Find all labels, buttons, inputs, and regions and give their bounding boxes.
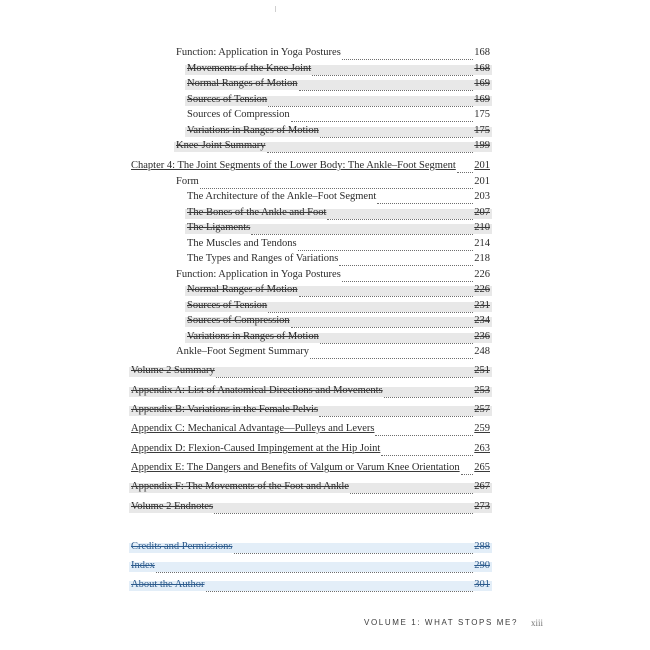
toc-entry-row <box>131 500 490 514</box>
toc-entry-page: 259 <box>474 423 490 434</box>
toc-entry-page: 226 <box>474 284 490 295</box>
toc-entry-title: The Ligaments <box>187 222 251 233</box>
toc-entry-title: Function: Application in Yoga Postures <box>176 269 341 280</box>
toc-entry[interactable] <box>0 442 650 456</box>
dot-leader <box>310 348 473 359</box>
toc-entry-title: The Types and Ranges of Variations <box>187 253 339 264</box>
toc-entry[interactable] <box>0 461 650 475</box>
toc-entry-row <box>131 159 490 173</box>
toc-entry-row <box>176 175 490 189</box>
toc-entry-title: The Muscles and Tendons <box>187 238 297 249</box>
toc-entry-page: 210 <box>474 222 490 233</box>
toc-entry <box>0 237 650 251</box>
toc-entry-title: Variations in Ranges of Motion <box>187 125 319 136</box>
toc-entry[interactable] <box>0 578 650 592</box>
toc-entry-page: 273 <box>474 501 490 512</box>
toc-entry-row <box>187 299 490 313</box>
toc-entry-row <box>187 77 490 91</box>
toc-entry-row <box>131 364 490 378</box>
toc-entry-page: 169 <box>474 78 490 89</box>
toc-entry[interactable] <box>0 299 650 313</box>
toc-entry[interactable] <box>0 139 650 153</box>
dot-leader <box>461 464 474 475</box>
dot-leader <box>268 302 473 313</box>
toc-entry[interactable] <box>0 124 650 138</box>
toc-entry-page: 207 <box>474 207 490 218</box>
toc-entry-title: Form <box>176 176 199 187</box>
toc-entry[interactable] <box>0 93 650 107</box>
dot-leader <box>200 178 473 189</box>
dot-leader <box>267 142 474 153</box>
toc-entry-page: 236 <box>474 331 490 342</box>
running-head: VOLUME 1: WHAT STOPS ME? <box>364 618 518 627</box>
toc-entry-title: Variations in Ranges of Motion <box>187 331 319 342</box>
toc-entry-page: 175 <box>474 125 490 136</box>
toc-entry-title: Sources of Compression <box>187 315 290 326</box>
toc-entry-title: Credits and Permissions <box>131 541 233 552</box>
toc-entry-page: 301 <box>474 579 490 590</box>
toc-entry-page: 231 <box>474 300 490 311</box>
dot-leader <box>350 483 473 494</box>
toc-entry-row <box>187 124 490 138</box>
toc-entry-row <box>131 403 490 417</box>
toc-entry[interactable] <box>0 330 650 344</box>
toc-entry[interactable] <box>0 314 650 328</box>
toc-entry-row <box>176 139 490 153</box>
toc-entry-page: 265 <box>474 462 490 473</box>
toc-entry-title: The Architecture of the Ankle–Foot Segment <box>187 191 377 202</box>
toc-entry-row <box>176 268 490 282</box>
page-footer <box>0 616 650 630</box>
toc-entry[interactable] <box>0 206 650 220</box>
toc-entry <box>0 175 650 189</box>
toc-entry-title: Normal Ranges of Motion <box>187 78 298 89</box>
toc-entry-row <box>187 62 490 76</box>
toc-entry[interactable] <box>0 500 650 514</box>
toc-entry-title: Volume 2 Summary <box>131 365 215 376</box>
toc-entry-page: 263 <box>474 443 490 454</box>
toc-entry <box>0 46 650 60</box>
toc-entry-row <box>187 93 490 107</box>
dot-leader <box>375 425 473 436</box>
toc-entry-row <box>131 422 490 436</box>
toc-entry-page: 288 <box>474 541 490 552</box>
toc-entry-title: Movements of the Knee Joint <box>187 63 312 74</box>
toc-entry-row <box>131 540 490 554</box>
toc-entry-row <box>131 559 490 573</box>
toc-entry-page: 226 <box>474 269 490 280</box>
toc-entry-page: 203 <box>474 191 490 202</box>
dot-leader <box>339 255 473 266</box>
toc-entry-page: 248 <box>474 346 490 357</box>
dot-leader <box>381 445 473 456</box>
toc-entry-row <box>187 283 490 297</box>
toc-entry[interactable] <box>0 62 650 76</box>
toc-entry <box>0 252 650 266</box>
toc-entry-row <box>187 221 490 235</box>
toc-entry-title: Chapter 4: The Joint Segments of the Lower Body: The Ankle–Foot Segment <box>131 160 456 171</box>
toc-entry-row <box>187 237 490 251</box>
dot-leader <box>457 162 473 173</box>
toc-entry-page: 175 <box>474 109 490 120</box>
toc-entry[interactable] <box>0 364 650 378</box>
toc-entry-page: 253 <box>474 385 490 396</box>
toc-entry-page: 201 <box>474 176 490 187</box>
dot-leader <box>156 562 473 573</box>
toc-entry-row <box>187 252 490 266</box>
toc-entry-page: 257 <box>474 404 490 415</box>
toc-entry-title: Sources of Tension <box>187 300 268 311</box>
dot-leader <box>384 387 474 398</box>
toc-entry-title: Sources of Compression <box>187 109 290 120</box>
toc-entry-row <box>187 190 490 204</box>
dot-leader <box>319 406 473 417</box>
dot-leader <box>291 111 474 122</box>
toc-entry-row <box>176 345 490 359</box>
toc-entry-page: 201 <box>474 160 490 171</box>
toc-entry-page: 214 <box>474 238 490 249</box>
dot-leader <box>298 240 474 251</box>
toc-entry-title: Sources of Tension <box>187 94 268 105</box>
dot-leader <box>234 543 474 554</box>
toc-entry[interactable] <box>0 159 650 173</box>
toc-entry[interactable] <box>0 422 650 436</box>
dot-leader <box>251 224 473 235</box>
toc-entry-row <box>131 578 490 592</box>
toc-entry-row <box>131 442 490 456</box>
toc-entry[interactable] <box>0 384 650 398</box>
toc-entry-row <box>187 108 490 122</box>
page-number: xiii <box>531 618 544 628</box>
toc-entry <box>0 345 650 359</box>
toc-entry <box>0 108 650 122</box>
toc-entry-title: The Bones of the Ankle and Foot <box>187 207 327 218</box>
toc-entry-row <box>176 46 490 60</box>
toc-entry-page: 290 <box>474 560 490 571</box>
toc-entry[interactable] <box>0 77 650 91</box>
toc-entry-row <box>131 384 490 398</box>
toc-entry-page: 169 <box>474 94 490 105</box>
toc-entry-title: About the Author <box>131 579 205 590</box>
toc-entry[interactable] <box>0 221 650 235</box>
toc-entry-title: Appendix A: List of Anatomical Directions and Movements <box>131 385 383 396</box>
toc-entry-title: Function: Application in Yoga Postures <box>176 47 341 58</box>
toc-entry-title: Appendix F: The Movements of the Foot and Ankle <box>131 481 349 492</box>
toc-entry-row <box>187 314 490 328</box>
toc-entry-title: Ankle–Foot Segment Summary <box>176 346 309 357</box>
toc-entry-title: Knee-Joint Summary <box>176 140 266 151</box>
toc-entry-title: Normal Ranges of Motion <box>187 284 298 295</box>
toc-entry-page: 168 <box>474 47 490 58</box>
dot-leader <box>268 96 473 107</box>
toc-entry-page: 234 <box>474 315 490 326</box>
toc-entry-row <box>131 480 490 494</box>
dot-leader <box>377 193 473 204</box>
toc-entry-page: 168 <box>474 63 490 74</box>
toc-entry-title: Volume 2 Endnotes <box>131 501 214 512</box>
dot-leader <box>291 317 474 328</box>
dot-leader <box>206 581 474 592</box>
toc-entry <box>0 268 650 282</box>
toc-entry-page: 199 <box>474 140 490 151</box>
toc-entry-title: Appendix B: Variations in the Female Pelvis <box>131 404 319 415</box>
toc-entry <box>0 190 650 204</box>
toc-entry[interactable] <box>0 283 650 297</box>
toc-entry-row <box>131 461 490 475</box>
toc-entry-page: 251 <box>474 365 490 376</box>
dot-leader <box>216 367 473 378</box>
dot-leader <box>342 271 473 282</box>
dot-leader <box>299 80 474 91</box>
toc-entry[interactable] <box>0 480 650 494</box>
dot-leader <box>342 49 473 60</box>
toc-entry-row <box>187 330 490 344</box>
dot-leader <box>320 333 473 344</box>
toc-entry-title: Index <box>131 560 155 571</box>
dot-leader <box>299 286 474 297</box>
toc-entry-row <box>187 206 490 220</box>
toc-entry[interactable] <box>0 540 650 554</box>
toc-entry-title: Appendix E: The Dangers and Benefits of Valgum or Varum Knee Orientation <box>131 462 460 473</box>
dot-leader <box>214 503 473 514</box>
toc-entry[interactable] <box>0 559 650 573</box>
dot-leader <box>327 209 473 220</box>
toc-entry-title: Appendix D: Flexion-Caused Impingement at the Hip Joint <box>131 443 381 454</box>
toc-entry-title: Appendix C: Mechanical Advantage—Pulleys and Levers <box>131 423 375 434</box>
toc-entry[interactable] <box>0 403 650 417</box>
dot-leader <box>320 127 473 138</box>
toc-entry-page: 267 <box>474 481 490 492</box>
toc-entry-page: 218 <box>474 253 490 264</box>
dot-leader <box>312 65 473 76</box>
